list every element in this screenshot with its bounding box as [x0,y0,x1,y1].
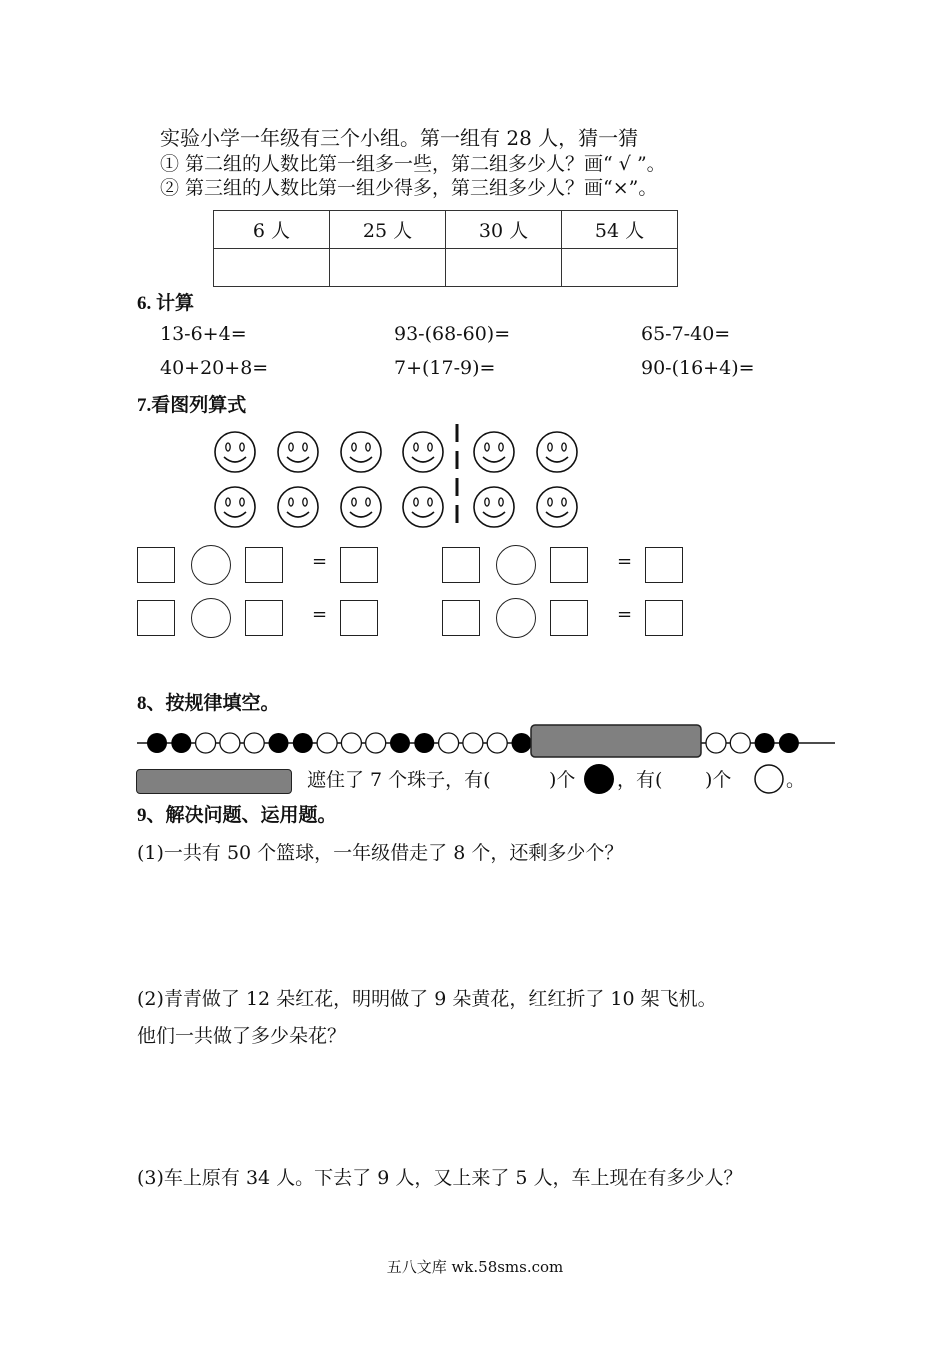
expr: 7+(17-9)= [394,357,496,379]
white-bead [341,733,361,753]
option-cell: 30 人 [446,211,562,249]
white-bead [220,733,240,753]
answer-box[interactable] [645,547,683,583]
q9-title: 9、解决问题、运用题。 [137,805,337,826]
white-bead [317,733,337,753]
q5-intro: 实验小学一年级有三个小组。第一组有 28 人，猜一猜 [160,126,639,150]
white-bead [730,733,750,753]
white-bead [366,733,386,753]
equals-sign: = [312,551,328,572]
smiley-face-icon [213,485,257,529]
black-bead [414,733,434,753]
answer-box[interactable] [340,600,378,636]
expr: 13-6+4= [160,323,247,345]
operator-circle[interactable] [496,598,536,638]
smiley-face-icon [276,485,320,529]
q8-sentence-e: 。 [786,769,806,791]
bead-string [0,722,950,766]
answer-cell[interactable] [214,249,330,287]
answer-box[interactable] [137,547,175,583]
black-bead [147,733,167,753]
smiley-face-icon [472,430,516,474]
people-table [213,210,678,287]
dashed-divider [452,424,462,532]
expr: 65-7-40= [641,323,731,345]
expr: 40+20+8= [160,357,269,379]
q8-sentence-d: )个 [705,769,732,791]
q8-sentence-b: )个 [549,769,576,791]
answer-box[interactable] [442,547,480,583]
white-bead [439,733,459,753]
black-bead [779,733,799,753]
black-bead [269,733,289,753]
q9-problem-3: (3)车上原有 34 人。下去了 9 人，又上来了 5 人，车上现在有多少人？ [137,1167,743,1189]
answer-box[interactable] [442,600,480,636]
black-bead-icon [583,763,615,795]
black-bead [171,733,191,753]
white-bead [196,733,216,753]
black-bead [293,733,313,753]
answer-box[interactable] [550,547,588,583]
equals-sign: = [617,604,633,625]
footer-source: 五八文库 wk.58sms.com [386,1258,564,1276]
smiley-face-icon [401,485,445,529]
operator-circle[interactable] [191,545,231,585]
operator-circle[interactable] [496,545,536,585]
smiley-face-icon [401,430,445,474]
operator-circle[interactable] [191,598,231,638]
q9-problem-2a: (2)青青做了 12 朵红花，明明做了 9 朵黄花，红红折了 10 架飞机。 [137,988,717,1010]
q6-title: 6. 计算 [137,293,195,314]
white-bead [706,733,726,753]
expr: 93-(68-60)= [394,323,511,345]
q8-sentence-a: 遮住了 7 个珠子，有( [307,769,491,791]
covered-beads-bar [531,725,701,757]
smiley-face-icon [472,485,516,529]
smiley-face-icon [213,430,257,474]
white-bead [244,733,264,753]
q9-problem-1: (1)一共有 50 个篮球，一年级借走了 8 个，还剩多少个？ [137,842,624,864]
answer-box[interactable] [645,600,683,636]
q8-title: 8、按规律填空。 [137,693,280,714]
answer-cell[interactable] [330,249,446,287]
equals-sign: = [617,551,633,572]
q9-problem-2b: 他们一共做了多少朵花？ [137,1025,347,1047]
answer-box[interactable] [550,600,588,636]
answer-box[interactable] [245,600,283,636]
q7-title: 7.看图列算式 [137,395,247,416]
black-bead [390,733,410,753]
white-bead [487,733,507,753]
answer-cell[interactable] [446,249,562,287]
black-bead [512,733,532,753]
cover-bar [136,769,292,794]
q5-line2: ② 第三组的人数比第一组少得多，第三组多少人？画“×”。 [160,177,658,199]
answer-box[interactable] [340,547,378,583]
option-cell: 6 人 [214,211,330,249]
white-bead-icon [753,763,785,795]
answer-box[interactable] [245,547,283,583]
smiley-face-icon [339,430,383,474]
expr: 90-(16+4)= [641,357,755,379]
q5-line1: ① 第二组的人数比第一组多一些，第二组多少人？画“ √ ”。 [160,153,666,175]
smiley-face-icon [339,485,383,529]
smiley-face-icon [535,485,579,529]
answer-box[interactable] [137,600,175,636]
q8-sentence-c: ，有( [617,769,663,791]
equals-sign: = [312,604,328,625]
smiley-face-icon [276,430,320,474]
black-bead [755,733,775,753]
option-cell: 25 人 [330,211,446,249]
white-bead [463,733,483,753]
answer-cell[interactable] [562,249,678,287]
option-cell: 54 人 [562,211,678,249]
smiley-face-icon [535,430,579,474]
